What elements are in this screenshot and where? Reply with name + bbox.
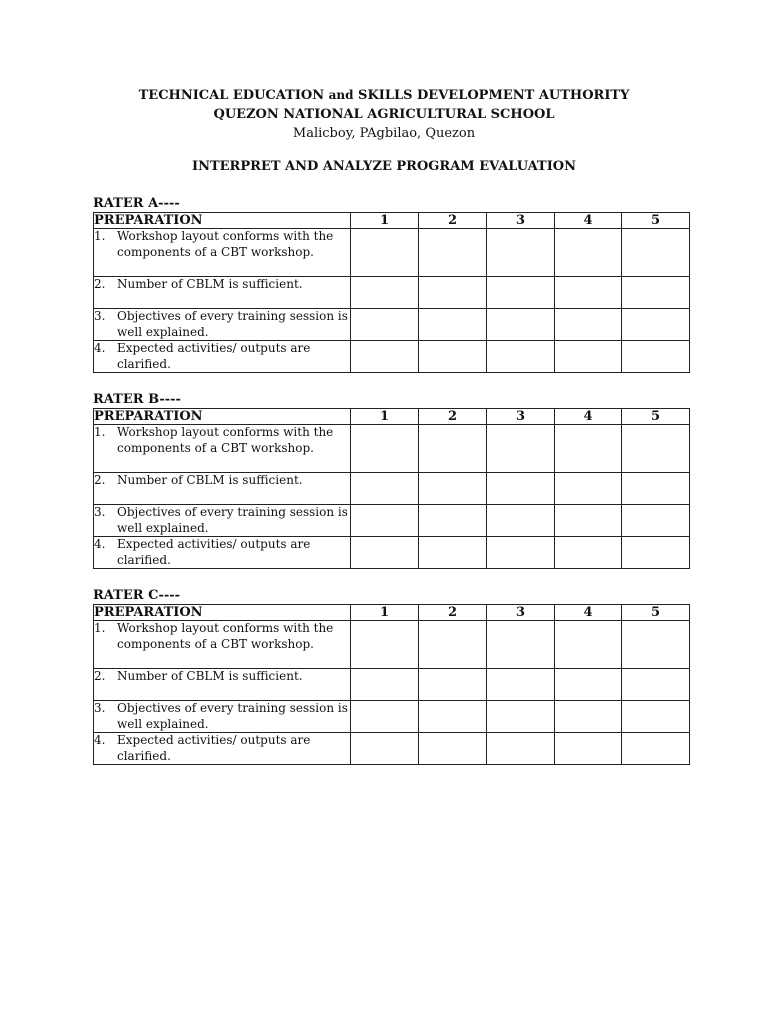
criterion-cell <box>94 733 351 765</box>
criterion-text: Objectives of every training session is well explained. <box>117 309 348 339</box>
criterion-number: 4. <box>94 537 106 551</box>
criterion-cell <box>94 505 351 537</box>
rater-c-section <box>93 588 689 765</box>
table-row <box>94 425 690 473</box>
criterion-number: 4. <box>94 733 106 747</box>
rating-cell-2[interactable] <box>419 505 487 537</box>
rating-cell-5[interactable] <box>622 733 690 765</box>
criterion-number: 2. <box>94 473 106 487</box>
scale-header-5: 5 <box>622 409 690 425</box>
scale-header-3: 3 <box>487 409 555 425</box>
scale-header-1: 1 <box>351 605 419 621</box>
scale-header-4: 4 <box>555 409 622 425</box>
rater-label: RATER A---- <box>93 196 180 211</box>
document-title: INTERPRET AND ANALYZE PROGRAM EVALUATION <box>192 159 576 174</box>
agency-name-and: and <box>328 88 354 102</box>
rating-table <box>93 604 690 765</box>
criterion-text: Objectives of every training session is well explained. <box>117 505 348 535</box>
criterion-cell <box>94 701 351 733</box>
rating-cell-1[interactable] <box>351 309 419 341</box>
rating-cell-1[interactable] <box>351 425 419 473</box>
table-header-row <box>94 213 690 229</box>
criterion-cell <box>94 341 351 373</box>
preparation-header: PREPARATION <box>94 213 351 229</box>
rating-cell-2[interactable] <box>419 621 487 669</box>
rating-cell-4[interactable] <box>555 425 622 473</box>
rating-cell-5[interactable] <box>622 537 690 569</box>
rating-cell-1[interactable] <box>351 537 419 569</box>
rating-cell-5[interactable] <box>622 425 690 473</box>
criterion-number: 1. <box>94 425 106 439</box>
scale-header-2: 2 <box>419 605 487 621</box>
table-row <box>94 505 690 537</box>
scale-header-2: 2 <box>419 409 487 425</box>
rating-cell-1[interactable] <box>351 341 419 373</box>
rating-cell-4[interactable] <box>555 669 622 701</box>
criterion-number: 1. <box>94 229 106 243</box>
rater-a-section <box>93 196 689 373</box>
school-address: Malicboy, PAgbilao, Quezon <box>292 126 476 141</box>
rating-cell-1[interactable] <box>351 701 419 733</box>
criterion-text: Expected activities/ outputs are clarified. <box>117 537 311 567</box>
criterion-text: Objectives of every training session is well explained. <box>117 701 348 731</box>
rating-cell-5[interactable] <box>622 621 690 669</box>
table-row <box>94 473 690 505</box>
rating-cell-1[interactable] <box>351 505 419 537</box>
criterion-cell <box>94 669 351 701</box>
rating-cell-1[interactable] <box>351 621 419 669</box>
table-row <box>94 229 690 277</box>
rating-cell-2[interactable] <box>419 733 487 765</box>
rating-cell-5[interactable] <box>622 669 690 701</box>
criterion-number: 4. <box>94 341 106 355</box>
criterion-cell <box>94 473 351 505</box>
agency-name-part2: SKILLS DEVELOPMENT AUTHORITY <box>353 88 630 103</box>
scale-header-5: 5 <box>622 605 690 621</box>
scale-header-3: 3 <box>487 213 555 229</box>
rating-cell-3[interactable] <box>487 277 555 309</box>
table-row <box>94 309 690 341</box>
scale-header-4: 4 <box>555 213 622 229</box>
rating-cell-2[interactable] <box>419 701 487 733</box>
criterion-cell <box>94 229 351 277</box>
rating-cell-3[interactable] <box>487 669 555 701</box>
rating-cell-5[interactable] <box>622 229 690 277</box>
document-header <box>0 86 768 143</box>
criterion-text: Workshop layout conforms with the components of a CBT workshop. <box>117 621 334 651</box>
rating-cell-5[interactable] <box>622 701 690 733</box>
rating-cell-4[interactable] <box>555 621 622 669</box>
table-row <box>94 537 690 569</box>
rating-cell-3[interactable] <box>487 341 555 373</box>
rating-cell-4[interactable] <box>555 229 622 277</box>
rater-label: RATER C---- <box>93 588 181 603</box>
rating-cell-2[interactable] <box>419 669 487 701</box>
scale-header-5: 5 <box>622 213 690 229</box>
rating-cell-2[interactable] <box>419 425 487 473</box>
rating-cell-3[interactable] <box>487 473 555 505</box>
table-header-row <box>94 605 690 621</box>
table-header-row <box>94 409 690 425</box>
rating-cell-4[interactable] <box>555 277 622 309</box>
criterion-text: Workshop layout conforms with the components of a CBT workshop. <box>117 425 334 455</box>
preparation-header: PREPARATION <box>94 409 351 425</box>
rating-cell-5[interactable] <box>622 341 690 373</box>
rating-table <box>93 212 690 373</box>
criterion-text: Number of CBLM is sufficient. <box>117 277 303 291</box>
scale-header-1: 1 <box>351 409 419 425</box>
rating-cell-1[interactable] <box>351 733 419 765</box>
criterion-number: 3. <box>94 505 106 519</box>
rating-cell-1[interactable] <box>351 229 419 277</box>
rating-cell-3[interactable] <box>487 537 555 569</box>
rating-cell-4[interactable] <box>555 505 622 537</box>
table-row <box>94 733 690 765</box>
rating-table <box>93 408 690 569</box>
rating-cell-3[interactable] <box>487 733 555 765</box>
criterion-number: 3. <box>94 701 106 715</box>
rating-cell-4[interactable] <box>555 473 622 505</box>
rating-cell-4[interactable] <box>555 733 622 765</box>
table-row <box>94 669 690 701</box>
criterion-cell <box>94 277 351 309</box>
scale-header-2: 2 <box>419 213 487 229</box>
rating-cell-5[interactable] <box>622 473 690 505</box>
criterion-text: Number of CBLM is sufficient. <box>117 473 303 487</box>
rating-cell-2[interactable] <box>419 341 487 373</box>
rating-cell-4[interactable] <box>555 701 622 733</box>
criterion-text: Expected activities/ outputs are clarified. <box>117 733 311 763</box>
criterion-number: 3. <box>94 309 106 323</box>
rater-label: RATER B---- <box>93 392 181 407</box>
rating-cell-5[interactable] <box>622 505 690 537</box>
criterion-cell <box>94 621 351 669</box>
criterion-cell <box>94 309 351 341</box>
rating-cell-3[interactable] <box>487 505 555 537</box>
rating-cell-1[interactable] <box>351 669 419 701</box>
criterion-text: Expected activities/ outputs are clarified. <box>117 341 311 371</box>
criterion-number: 2. <box>94 669 106 683</box>
rating-cell-4[interactable] <box>555 537 622 569</box>
rating-cell-4[interactable] <box>555 309 622 341</box>
school-name: QUEZON NATIONAL AGRICULTURAL SCHOOL <box>213 107 555 122</box>
rating-cell-5[interactable] <box>622 309 690 341</box>
rating-cell-2[interactable] <box>419 537 487 569</box>
table-row <box>94 341 690 373</box>
criterion-text: Number of CBLM is sufficient. <box>117 669 303 683</box>
scale-header-1: 1 <box>351 213 419 229</box>
scale-header-4: 4 <box>555 605 622 621</box>
rating-cell-3[interactable] <box>487 425 555 473</box>
rater-b-section <box>93 392 689 569</box>
agency-name-part1: TECHNICAL EDUCATION <box>138 88 329 103</box>
criterion-number: 1. <box>94 621 106 635</box>
rating-cell-2[interactable] <box>419 277 487 309</box>
rating-cell-2[interactable] <box>419 473 487 505</box>
criterion-text: Workshop layout conforms with the components of a CBT workshop. <box>117 229 334 259</box>
rating-cell-3[interactable] <box>487 621 555 669</box>
criterion-cell <box>94 425 351 473</box>
criterion-cell <box>94 537 351 569</box>
rating-cell-1[interactable] <box>351 277 419 309</box>
rating-cell-4[interactable] <box>555 341 622 373</box>
table-row <box>94 277 690 309</box>
table-row <box>94 621 690 669</box>
rating-cell-3[interactable] <box>487 701 555 733</box>
rating-cell-5[interactable] <box>622 277 690 309</box>
scale-header-3: 3 <box>487 605 555 621</box>
table-row <box>94 701 690 733</box>
rating-cell-2[interactable] <box>419 309 487 341</box>
rating-cell-3[interactable] <box>487 309 555 341</box>
rating-cell-3[interactable] <box>487 229 555 277</box>
preparation-header: PREPARATION <box>94 605 351 621</box>
criterion-number: 2. <box>94 277 106 291</box>
rating-cell-2[interactable] <box>419 229 487 277</box>
agency-name <box>0 86 768 105</box>
rating-cell-1[interactable] <box>351 473 419 505</box>
